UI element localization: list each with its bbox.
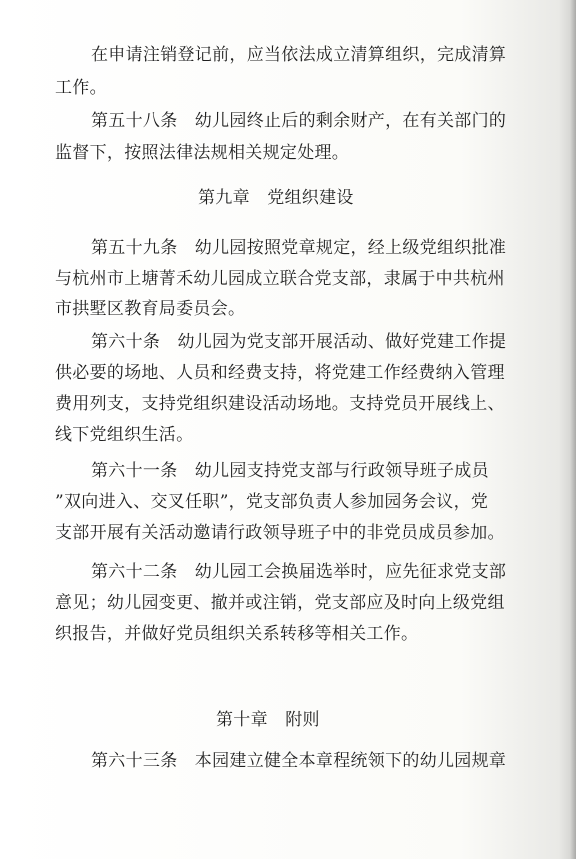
text-line: 监督下，按照法律法规相关规定处理。: [55, 143, 350, 163]
chapter-heading: 第九章 党组织建设: [198, 188, 354, 208]
text-line: 第五十八条 幼儿园终止后的剩余财产，在有关部门的: [91, 111, 507, 131]
text-line: 市拱墅区教育局委员会。: [55, 299, 246, 319]
chapter-heading: 第十章 附则: [216, 710, 320, 730]
text-line: 第五十九条 幼儿园按照党章规定，经上级党组织批准: [91, 238, 507, 258]
text-line: 在申请注销登记前，应当依法成立清算组织，完成清算: [91, 45, 507, 65]
text-line: 第六十条 幼儿园为党支部开展活动、做好党建工作提: [91, 332, 507, 352]
text-line: 织报告，并做好党员组织关系转移等相关工作。: [55, 624, 419, 644]
text-line: 第六十三条 本园建立健全本章程统领下的幼儿园规章: [91, 751, 507, 771]
text-line: 第六十二条 幼儿园工会换届选举时，应先征求党支部: [91, 562, 507, 582]
page-edge-shadow: [570, 0, 576, 859]
text-line: 供必要的场地、人员和经费支持，将党建工作经费纳入管理: [55, 363, 505, 383]
text-line: 线下党组织生活。: [55, 425, 194, 445]
text-line: 与杭州市上塘菁禾幼儿园成立联合党支部，隶属于中共杭州: [55, 269, 505, 289]
text-line: 费用列支，支持党组织建设活动场地。支持党员开展线上、: [55, 394, 505, 414]
text-line: ”双向进入、交叉任职”，党支部负责人参加园务会议，党: [55, 492, 489, 512]
text-line: 第六十一条 幼儿园支持党支部与行政领导班子成员: [91, 461, 489, 481]
text-line: 工作。: [55, 78, 107, 98]
text-line: 意见；幼儿园变更、撤并或注销，党支部应及时向上级党组: [55, 593, 505, 613]
text-line: 支部开展有关活动邀请行政领导班子中的非党员成员参加。: [55, 523, 505, 543]
